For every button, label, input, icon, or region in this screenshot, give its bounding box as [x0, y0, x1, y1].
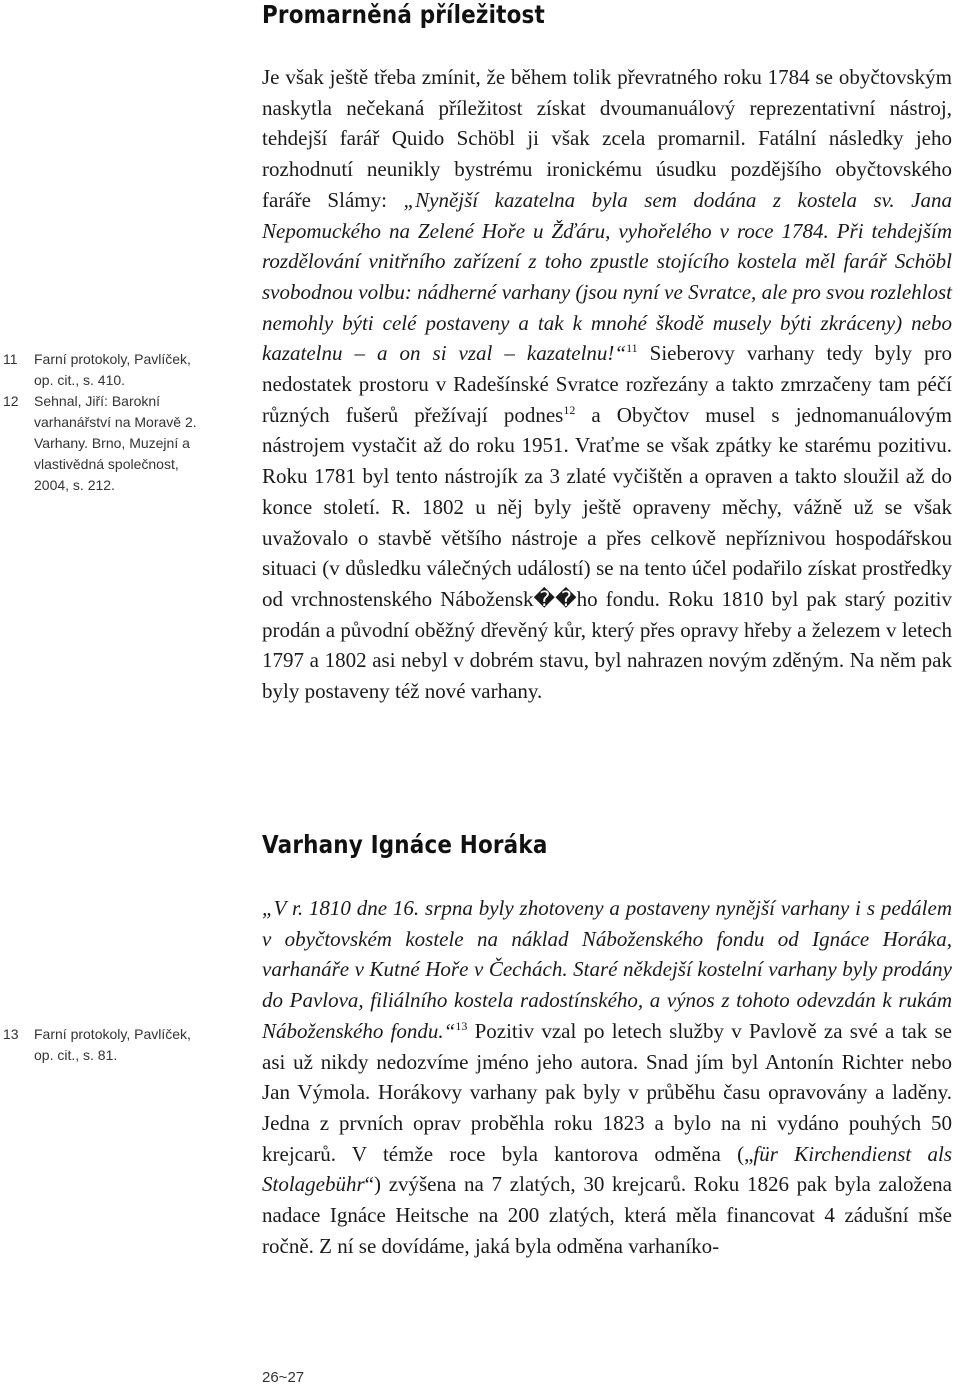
body-text: a Obyčtov musel s jednomanuálovým nástrojem vystačit až do roku 1951. Vraťme se však zpátky ke starému pozitivu. Roku 1781 byl tento nástrojík za 3 zlaté vyčištěn a opraven a takto sloužil až do konce století. R. 1802 u něj byly ještě opraveny měchy, vážně už se však uvažovalo o stavbě většího nástroje a přes celkově nepříznivou hospodářskou situaci (v důsledku válečných událostí) se na tento účel podařilo získat prostředky od vrchnostenského Nábožensk��ho fondu. Roku 1810 byl pak starý pozitiv prodán a původní oběžný dřevěný kůr, který přes opravy hřeby a železem v letech 1797 a 1802 asi nebyl v dobrém stavu, byl nahrazen novým zděným. Na něm pak byly postaveny též nové varhany.	[262, 402, 952, 704]
page-number: 26~27	[262, 1369, 305, 1386]
footnotes-top	[3, 349, 213, 496]
footnote	[3, 1024, 213, 1066]
body-text: Pozitiv vzal po letech služby v Pavlově za své a tak se asi už nikdy nedozvíme jméno jeho autora. Snad jím byl Antonín Richter nebo Jan Výmola. Horákovy varhany pak byly v průběhu času opravovány a laděny. Jedna z prvních oprav proběhla roku 1823 a bylo na ni vydáno pouhých 50 krejcarů. V témže roce byla kantorova odměna („	[262, 1018, 952, 1166]
body-text: “) zvýšena na 7 zlatých, 30 krejcarů. Roku 1826 pak byla založena nadace Ignáce Heitsche na 200 zlatých, která měla financovat 4 zádušní mše ročně. Z ní se dovídáme, jaká byla odměna varhaníko-	[262, 1172, 952, 1258]
footnote-number: 13	[3, 1026, 19, 1042]
body-text: Je však ještě třeba zmínit, že během tolik převratného roku 1784 se obyčtovským naskytla nečekaná příležitost získat dvoumanuálový reprezentativní nástroj, tehdejší farář Quido Schöbl ji však zcela promarnil. Fatální následky jeho rozhodnutí neunikly bystrému ironickému úsudku pozdějšího obyčtovského faráře Slámy:	[262, 65, 952, 212]
footnote	[3, 391, 213, 496]
section-body-varhany-horaka	[262, 893, 952, 1261]
section-body-promarnena	[262, 62, 952, 707]
quote-text: für Kirchendienst als Stolagebühr	[262, 1141, 952, 1197]
footnote-ref: 12	[563, 402, 576, 417]
quote-text: „Nynější kazatelna byla sem dodána z kostela sv. Jana Nepomuckého na Zelené Hoře u Žďáru, vyhořelého v roce 1784. Při tehdejším rozdělování vnitřního zařízení z toho zpustle stojícího kostela měl farář Schöbl svobodnou volbu: nádherné varhany (jsou nyní ve Svratce, ale pro svou rozlehlost nemohly býti celé postaveny a tak k mnohé škodě musely býti zkráceny) nebo kazatelnu – a on si vzal – kazatelnu!“	[262, 187, 952, 366]
section-heading-varhany-horaka: Varhany Ignáce Horáka	[262, 830, 548, 859]
footnote-text: Sehnal, Jiří: Barokní varhanářství na Moravě 2. Varhany. Brno, Muzejní a vlastivědná společnost, 2004, s. 212.	[34, 393, 197, 493]
footnotes-bottom	[3, 1024, 213, 1066]
footnote-text: Farní protokoly, Pavlíček, op. cit., s. 81.	[34, 1026, 191, 1063]
body-text: Sieberovy varhany tedy byly pro nedostatek prostoru v Radešínské Svratce rozřezány a takto zmrzačeny tam péčí různých fušerů přežívají podnes	[262, 341, 952, 427]
footnote-ref: 13	[455, 1018, 468, 1033]
footnote	[3, 349, 213, 391]
footnote-number: 12	[3, 393, 19, 409]
quote-text: „V r. 1810 dne 16. srpna byly zhotoveny a postaveny nynější varhany i s pedálem v obyčtovském kostele na náklad Náboženského fondu od Ignáce Horáka, varhanáře v Kutné Hoře v Čechách. Staré někdejší kostelní varhany byly prodány do Pavlova, filiálního kostela radostínského, a výnos z tohoto odevzdán k rukám Náboženského fondu.“	[262, 896, 952, 1043]
footnote-ref: 11	[626, 341, 638, 356]
section-heading-promarnena: Promarněná příležitost	[262, 0, 545, 29]
footnote-text: Farní protokoly, Pavlíček, op. cit., s. 410.	[34, 351, 191, 388]
footnote-number: 11	[3, 351, 18, 367]
